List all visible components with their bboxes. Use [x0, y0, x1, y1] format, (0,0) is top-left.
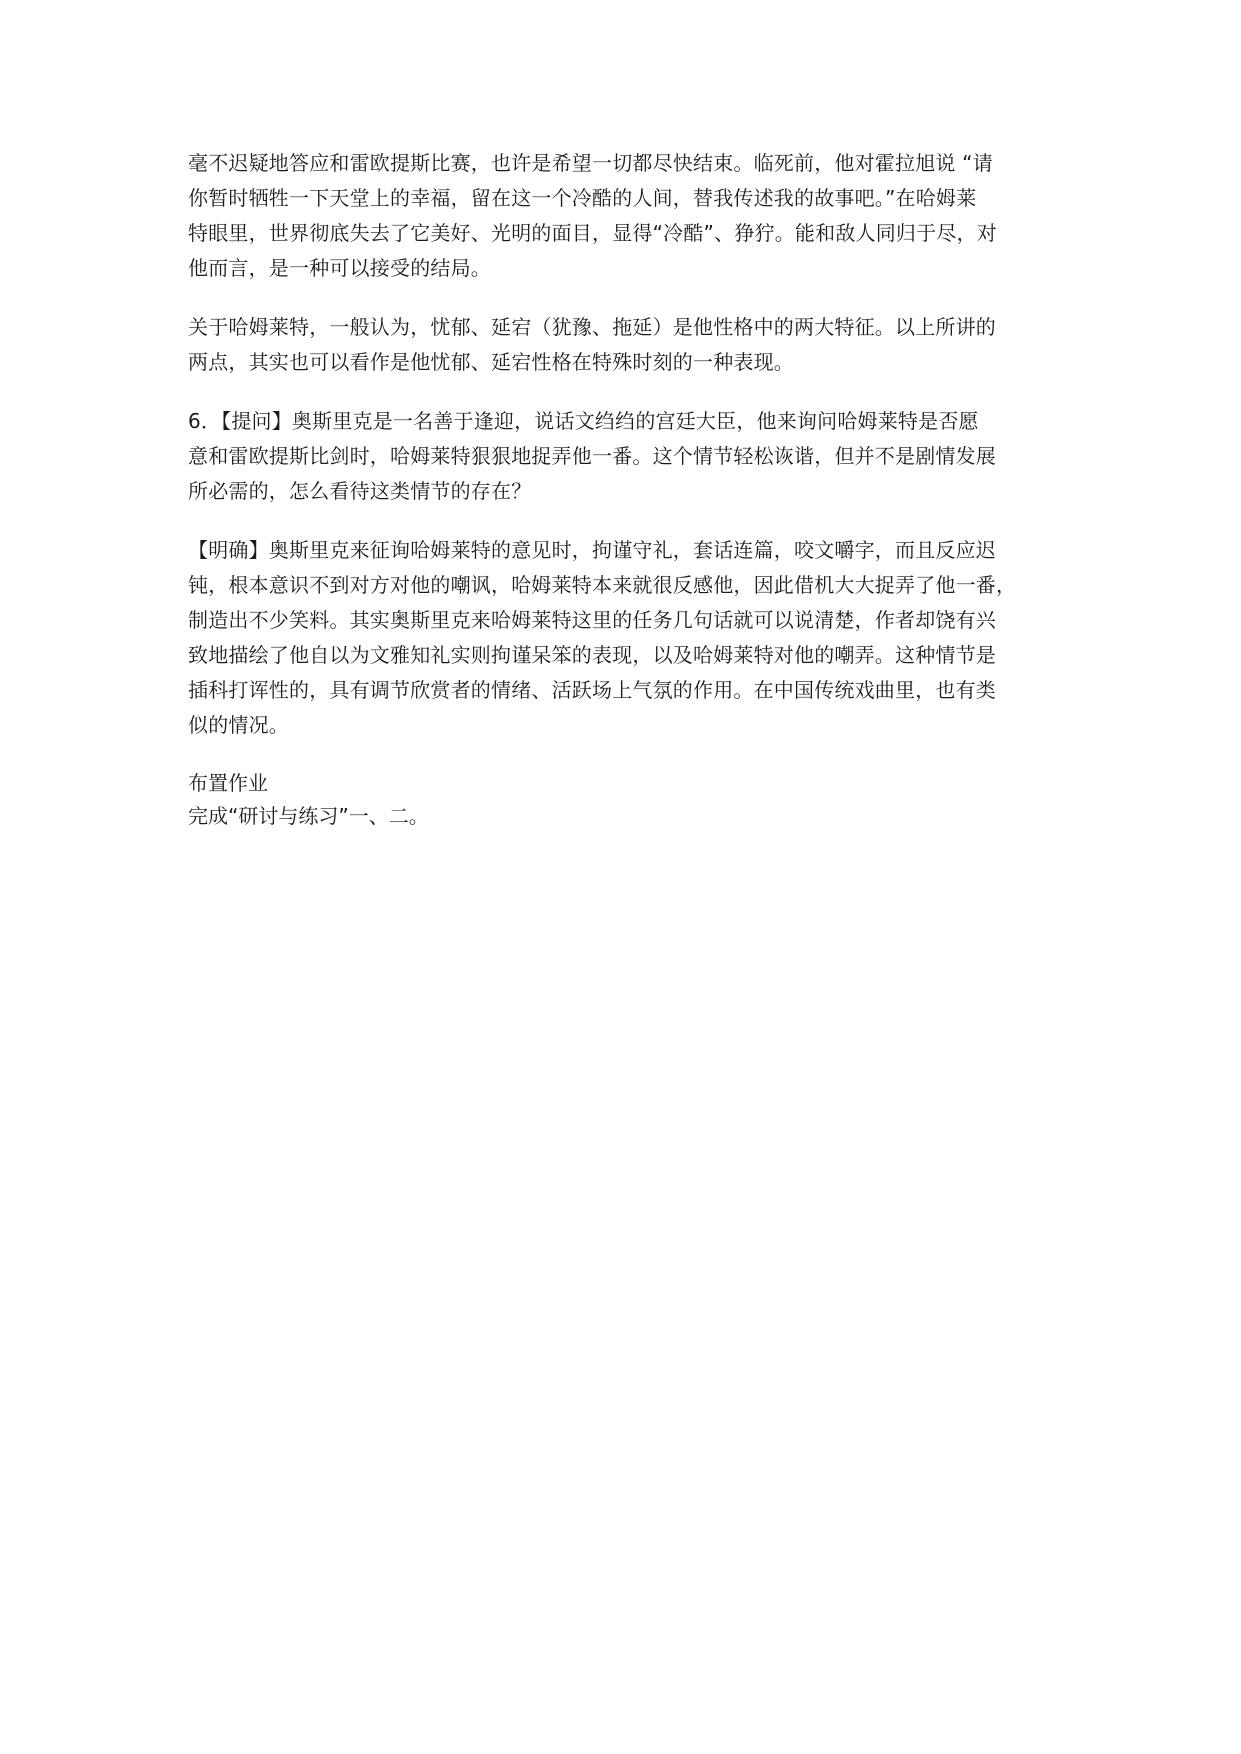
homework-heading: 布置作业 — [188, 771, 268, 795]
text-line: 你暂时牺牲一下天堂上的幸福，留在这一个冷酷的人间，替我传述我的故事吧。”在哈姆莱 — [188, 186, 977, 210]
paragraph-question-6 — [188, 404, 1056, 509]
text-line: 他而言，是一种可以接受的结局。 — [188, 256, 491, 280]
paragraph-answer-6 — [188, 533, 1056, 743]
text-line: 关于哈姆莱特，一般认为，忧郁、延宕（犹豫、拖延）是他性格中的两大特征。以上所讲的 — [188, 315, 996, 339]
text-line: 钝，根本意识不到对方对他的嘲讽，哈姆莱特本来就很反感他，因此借机大大捉弄了他一番， — [188, 573, 1017, 597]
text-line: 致地描绘了他自以为文雅知礼实则拘谨呆笨的表现，以及哈姆莱特对他的嘲弄。这种情节是 — [188, 643, 996, 667]
text-line: 毫不迟疑地答应和雷欧提斯比赛，也许是希望一切都尽快结束。临死前，他对霍拉旭说 “请 — [188, 151, 993, 175]
text-line: 制造出不少笑料。其实奥斯里克来哈姆莱特这里的任务几句话就可以说清楚，作者却饶有兴 — [188, 608, 996, 632]
text-line: 6．【提问】奥斯里克是一名善于逢迎，说话文绉绉的宫廷大臣，他来询问哈姆莱特是否愿 — [188, 409, 979, 433]
text-line: 所必需的，怎么看待这类情节的存在？ — [188, 479, 532, 503]
text-line: 似的情况。 — [188, 713, 289, 737]
homework-task: 完成“研讨与练习”一、二。 — [188, 804, 429, 828]
text-line: 意和雷欧提斯比剑时，哈姆莱特狠狠地捉弄他一番。这个情节轻松诙谐，但并不是剧情发展 — [188, 444, 996, 468]
text-line: 【明确】奥斯里克来征询哈姆莱特的意见时，拘谨守礼，套话连篇，咬文嚼字，而且反应迟 — [188, 538, 996, 562]
paragraph-hamlet-character — [188, 310, 1056, 380]
text-line: 插科打诨性的，具有调节欣赏者的情绪、活跃场上气氛的作用。在中国传统戏曲里，也有类 — [188, 678, 996, 702]
paragraph-hamlet-ending — [188, 146, 1056, 286]
text-line: 特眼里，世界彻底失去了它美好、光明的面目，显得“冷酷”、狰狞。能和敌人同归于尽，对 — [188, 221, 997, 245]
document-page — [188, 146, 1056, 833]
text-line: 两点，其实也可以看作是他忧郁、延宕性格在特殊时刻的一种表现。 — [188, 350, 794, 374]
homework-section — [188, 767, 1056, 833]
